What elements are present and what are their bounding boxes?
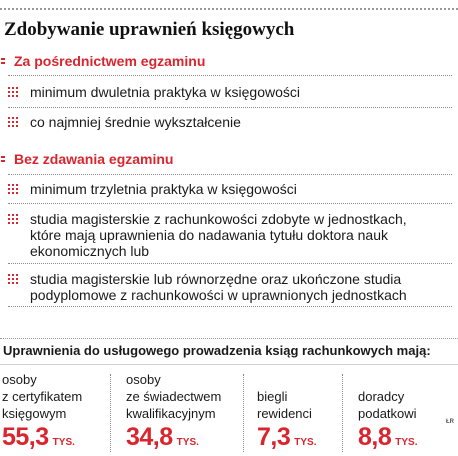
stats-heading: Uprawnienia do usługowego prowadzenia ksiąg rachunkowych mają: [3, 343, 431, 358]
item-separator [8, 174, 452, 175]
stat-label-line [257, 371, 312, 388]
stat-label-line: biegli [257, 389, 288, 404]
list-item-text: minimum trzyletnia praktyka w księgowości [30, 181, 297, 197]
stat-label-line [358, 371, 417, 388]
stat-label-line: ze świadectwem [126, 389, 222, 404]
stats-heading-rule [0, 364, 458, 365]
section-heading-no-exam [0, 149, 173, 169]
stat-unit: TYS. [52, 437, 75, 448]
top-rule [0, 8, 458, 10]
stat-qualification-certificate [126, 371, 222, 451]
bullet-icon [8, 87, 18, 97]
author-credit: ŁR [446, 419, 454, 425]
stat-label-line: z certyfikatem [2, 389, 83, 404]
stat-separator [110, 374, 111, 452]
stat-unit: TYS. [395, 437, 418, 448]
stat-value [257, 423, 317, 451]
stat-certified-accountants [2, 371, 83, 451]
stat-label-line: kwalifikacyjnym [126, 406, 216, 421]
stat-number: 7,3 [257, 423, 291, 451]
item-separator [8, 263, 452, 264]
bullet-icon [8, 184, 18, 194]
item-separator [8, 203, 452, 204]
stat-value [2, 423, 75, 451]
item-separator [8, 107, 452, 108]
stat-number: 34,8 [126, 423, 173, 451]
section-heading-exam [0, 51, 205, 71]
bullet-icon [8, 214, 18, 224]
section-marker-icon [0, 152, 8, 166]
stat-value [126, 423, 199, 451]
list-item-text: minimum dwuletnia praktyka w księgowości [30, 84, 300, 100]
stat-label-line: osoby [126, 372, 161, 387]
stat-unit: TYS. [294, 437, 317, 448]
stat-label-line: księgowym [2, 406, 67, 421]
stat-separator [243, 374, 244, 452]
list-item-text: co najmniej średnie wykształcenie [30, 114, 241, 130]
stat-label-line: doradcy [358, 389, 405, 404]
item-separator [8, 306, 452, 307]
infographic-title: Zdobywanie uprawnień księgowych [4, 19, 295, 40]
stat-auditors [257, 371, 317, 451]
section-heading-text: Za pośrednictwem egzaminu [14, 53, 206, 69]
list-item-text: studia magisterskie lub równorzędne oraz ukończone studia podyplomowe z rachunkowości w uprawnionych jednostkach [30, 271, 407, 303]
stats-top-rule [0, 338, 458, 339]
section-marker-icon [0, 54, 8, 68]
stat-number: 55,3 [2, 423, 49, 451]
bullet-icon [8, 274, 18, 284]
bullet-icon [8, 117, 18, 127]
stat-unit: TYS. [176, 437, 199, 448]
stat-label-line: podatkowi [358, 406, 417, 421]
item-separator [8, 75, 452, 76]
section-heading-text: Bez zdawania egzaminu [14, 151, 174, 167]
list-item-text: studia magisterskie z rachunkowości zdobyte w jednostkach, które mają uprawnienia do nadawania tytułu doktora nauk ekonomicznych lub [30, 211, 407, 259]
stat-tax-advisors [358, 371, 418, 451]
stat-label-line: osoby [2, 372, 37, 387]
stat-label-line: rewidenci [257, 406, 312, 421]
stat-number: 8,8 [358, 423, 392, 451]
stat-value [358, 423, 418, 451]
stat-separator [342, 374, 343, 452]
